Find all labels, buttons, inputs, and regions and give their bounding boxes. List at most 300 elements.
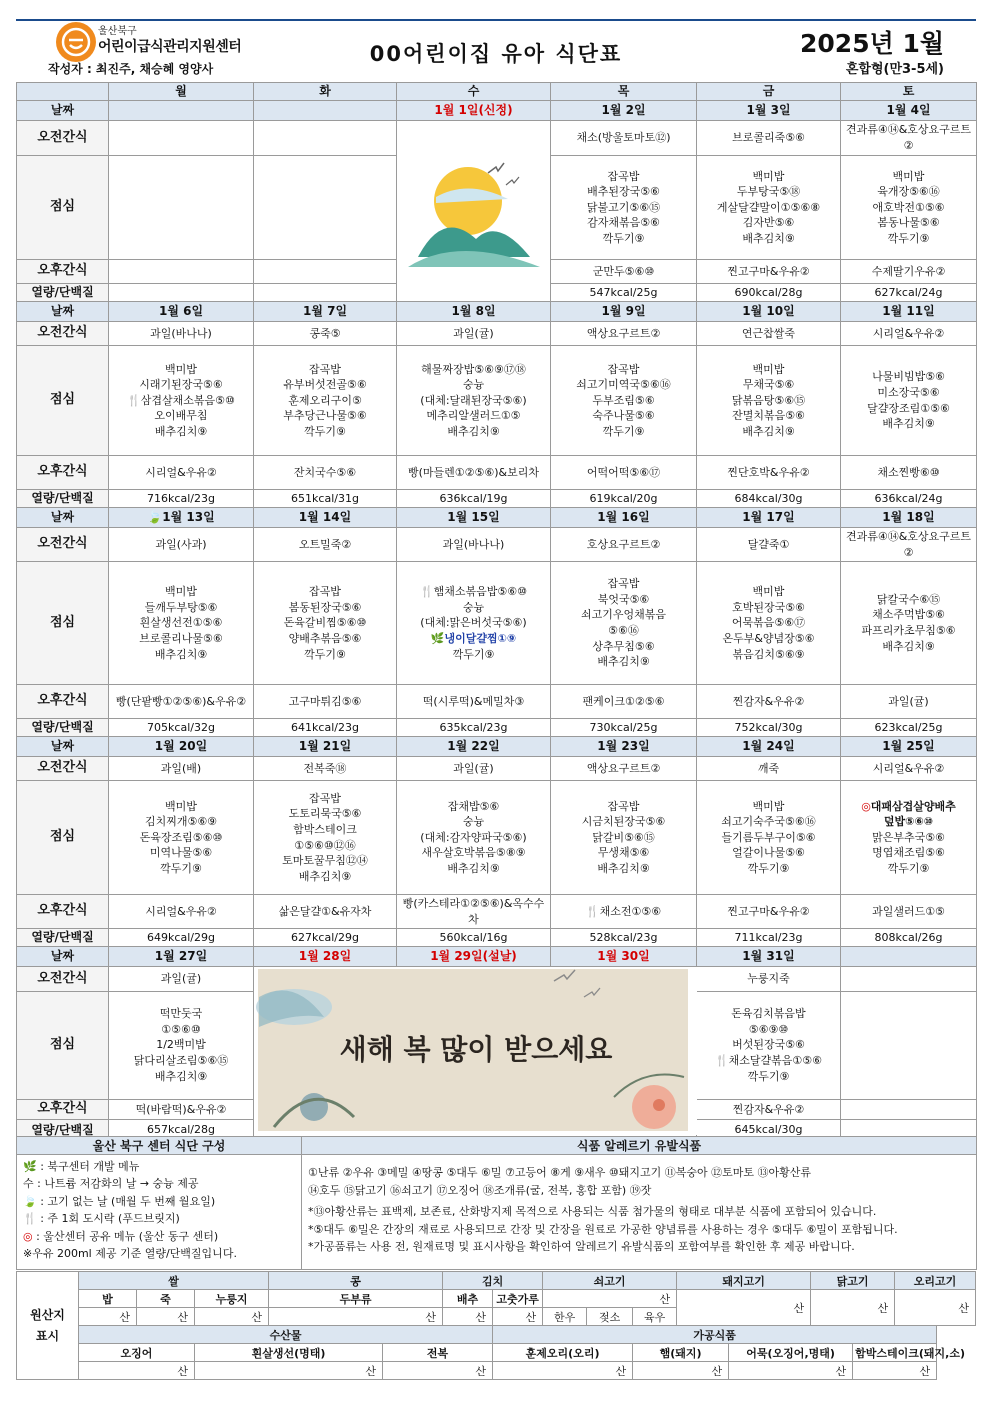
menu-cell: [551, 156, 697, 260]
origin-table: [16, 1271, 976, 1380]
menu-line: 잡곡밥: [309, 585, 341, 599]
header-rule: [16, 19, 976, 21]
row-label: 열량/단백질: [17, 929, 109, 947]
weekday-sat: 토: [841, 83, 977, 101]
north-gu-center-icon: 🌿: [23, 1160, 37, 1173]
menu-line: 백미밥: [892, 169, 925, 183]
nutrition-cell: 730kcal/25g: [551, 719, 697, 737]
row-label: 점심: [17, 562, 109, 685]
origin-value: 산: [79, 1308, 137, 1326]
menu-cell: [109, 781, 254, 895]
date-cell: 1월 9일: [551, 302, 697, 322]
menu-line: 나물비빔밥⑤⑥: [872, 370, 945, 384]
menu-text: 채소전①⑤⑥: [599, 904, 662, 918]
menu-line: 배추김치⑨: [447, 862, 500, 876]
menu-line: 새우살호박볶음⑤⑧⑨: [421, 846, 526, 860]
legend-text: : 울산센터 공유 메뉴 (울산 동구 센터): [36, 1229, 219, 1243]
menu-line: 들기름두부구이⑤⑥: [721, 830, 816, 844]
menu-line: 게살달걀말이①⑤⑥⑧: [716, 200, 821, 214]
menu-line: 들깨두부탕⑤⑥: [144, 600, 218, 614]
menu-cell: 시리얼&우유②: [109, 456, 254, 490]
menu-cell: [254, 156, 397, 260]
menu-cell: [841, 156, 977, 260]
nutrition-cell: 641kcal/23g: [254, 719, 397, 737]
lunchbox-icon: 🍴: [23, 1212, 37, 1226]
holiday-sun-illustration: [397, 121, 551, 302]
row-label: 오후간식: [17, 685, 109, 719]
origin-item: 햄(돼지): [633, 1344, 729, 1362]
origin-value: 산: [137, 1308, 195, 1326]
menu-cell: [109, 346, 254, 456]
date-cell: 1월 18일: [841, 508, 977, 528]
menu-line: 볶음김치⑤⑥⑨: [732, 647, 805, 661]
row-label: 날짜: [17, 737, 109, 757]
nutrition-cell: 752kcal/30g: [697, 719, 841, 737]
date-cell: 1월 4일: [841, 101, 977, 121]
age-group: 혼합형(만3-5세): [845, 62, 944, 77]
menu-cell: 과일(바나나): [109, 322, 254, 346]
leaf-icon: 🍃: [23, 1194, 37, 1208]
nutrition-cell: 528kcal/23g: [551, 929, 697, 947]
date-cell: 1월 21일: [254, 737, 397, 757]
legend-text: : 주 1회 도시락 (푸드브릿지): [40, 1212, 180, 1226]
date-cell: 1월 6일: [109, 302, 254, 322]
menu-cell: [697, 991, 841, 1099]
origin-category: 오리고기: [895, 1272, 976, 1290]
menu-cell: 콩죽⑤: [254, 322, 397, 346]
lunch-row: [17, 346, 977, 456]
date-cell: 1월 3일: [697, 101, 841, 121]
row-label: 점심: [17, 781, 109, 895]
menu-cell: 고구마튀김⑤⑥: [254, 685, 397, 719]
menu-line: 깍두기⑨: [887, 231, 930, 245]
menu-text: 삼겹살채소볶음⑤⑩: [140, 393, 235, 407]
menu-line: 돈육김치볶음밥: [731, 1007, 806, 1021]
nutrition-cell: 649kcal/29g: [109, 929, 254, 947]
page-header: [0, 0, 992, 82]
menu-line: 육개장⑤⑥⑯: [877, 185, 940, 199]
nutrition-cell: 651kcal/31g: [254, 490, 397, 508]
menu-line: 상추무침⑤⑥: [592, 639, 655, 653]
origin-item: 어묵(오징어,명태): [729, 1344, 853, 1362]
am-snack-row: [17, 757, 977, 781]
date-cell: 1월 17일: [697, 508, 841, 528]
menu-line: 백미밥: [165, 362, 197, 376]
weekday-fri: 금: [697, 83, 841, 101]
author: 작성자 : 최진주, 채승혜 영양사: [48, 62, 214, 76]
menu-line: 미역나물⑤⑥: [149, 846, 213, 860]
origin-item: 밥: [79, 1290, 137, 1308]
menu-line: 1/2백미밥: [156, 1038, 206, 1052]
nutrition-cell: 657kcal/28g: [109, 1120, 254, 1140]
row-label: 오전간식: [17, 757, 109, 781]
menu-line: [110, 393, 252, 409]
menu-cell: [697, 346, 841, 456]
menu-line: 배추김치⑨: [154, 424, 208, 438]
menu-cell: [109, 562, 254, 685]
menu-cell: 어떡어떡⑤⑥⑰: [551, 456, 697, 490]
origin-item: 육우: [633, 1308, 677, 1326]
menu-cell: 과일(귤): [397, 757, 551, 781]
menu-line: 도토리묵국⑤⑥: [288, 807, 362, 821]
menu-line: 양배추볶음⑤⑥: [288, 631, 362, 645]
origin-item: 죽: [137, 1290, 195, 1308]
menu-line: 함박스테이크: [293, 823, 357, 837]
menu-cell: 액상요구르트②: [551, 757, 697, 781]
menu-cell: 누룽지죽: [697, 967, 841, 992]
menu-cell: 연근찹쌀죽: [697, 322, 841, 346]
date-cell: 1월 27일: [109, 947, 254, 967]
menu-cell: 과일(바나나): [397, 528, 551, 562]
lunchbox-icon: 🍴: [714, 1054, 729, 1068]
menu-line: 돈육장조림⑤⑥⑩: [139, 830, 223, 844]
row-label: 열량/단백질: [17, 719, 109, 737]
allergy-box: [302, 1155, 977, 1270]
row-label: 오전간식: [17, 121, 109, 156]
menu-line: 맑은부추국⑤⑥: [872, 830, 945, 844]
menu-cell: 브로콜리죽⑤⑥: [697, 121, 841, 156]
legend-title: 울산 북구 센터 식단 구성: [17, 1137, 302, 1155]
menu-line: 브로콜리나물⑤⑥: [139, 631, 223, 645]
menu-line: 백미밥: [165, 799, 197, 813]
row-label: 점심: [17, 991, 109, 1099]
date-cell: 1월 10일: [697, 302, 841, 322]
nutrition-cell: 808kcal/26g: [841, 929, 977, 947]
date-cell: [841, 947, 977, 967]
date-text: 1월 13일: [162, 510, 215, 525]
menu-line: 달걀장조림①⑤⑥: [867, 401, 950, 415]
nutrition-cell: 711kcal/23g: [697, 929, 841, 947]
menu-cell: 빵(단팥빵①②⑤⑥)&우유②: [109, 685, 254, 719]
logo-name: 어린이급식관리지원센터: [98, 39, 242, 55]
menu-cell: 수제딸기우유②: [841, 260, 977, 284]
origin-item: 젖소: [587, 1308, 633, 1326]
menu-line: 봄동나물⑤⑥: [877, 216, 940, 230]
menu-cell: 시리얼&우유②: [109, 895, 254, 929]
date-cell: 1월 24일: [697, 737, 841, 757]
menu-cell: [254, 781, 397, 895]
menu-cell: [254, 121, 397, 156]
legend-item: [23, 1210, 295, 1227]
menu-line: 파프리카초무침⑤⑥: [861, 624, 956, 638]
menu-line: 미소장국⑤⑥: [877, 385, 940, 399]
menu-line: ①⑤⑥⑩⑫⑯: [294, 838, 356, 852]
menu-line: 배추김치⑨: [882, 639, 935, 653]
date-cell: 1월 20일: [109, 737, 254, 757]
origin-value: 산: [195, 1308, 269, 1326]
menu-line: 닭다리살조림⑤⑥⑮: [133, 1054, 229, 1068]
menu-line: 배추김치⑨: [882, 417, 935, 431]
menu-line: 해물짜장밥⑤⑥⑨⑰⑱: [421, 362, 526, 376]
row-label: 날짜: [17, 947, 109, 967]
origin-category: 쇠고기: [543, 1272, 677, 1290]
menu-cell: 과일(사과): [109, 528, 254, 562]
menu-line: 북엇국⑤⑥: [597, 592, 650, 606]
menu-line: 토마토꿀무침⑫⑭: [282, 854, 368, 868]
lunchbox-icon: 🍴: [419, 585, 434, 599]
row-label: 오후간식: [17, 1099, 109, 1119]
menu-line: ⑤⑥⑨⑩: [748, 1022, 789, 1036]
row-label: 열량/단백질: [17, 1120, 109, 1140]
menu-line: 흰살생선전①⑤⑥: [139, 616, 223, 630]
menu-cell: 채소찐빵⑥⑩: [841, 456, 977, 490]
date-cell-meatless: [109, 508, 254, 528]
menu-line: 떡만둣국: [159, 1007, 203, 1021]
menu-cell: 깨죽: [697, 757, 841, 781]
lunchbox-icon: 🍴: [127, 393, 141, 407]
leaf-icon: 🍃: [147, 510, 163, 525]
menu-line: 깍두기⑨: [887, 862, 930, 876]
menu-cell: [841, 121, 977, 156]
menu-line: 닭불고기⑤⑥⑮: [586, 200, 661, 214]
date-row: [17, 737, 977, 757]
row-label: 날짜: [17, 101, 109, 121]
pm-snack-row: [17, 895, 977, 929]
ulsan-share-icon: ◎: [861, 799, 871, 813]
year-month: 2025년 1월: [800, 29, 944, 58]
menu-line: 시래기된장국⑤⑥: [139, 378, 223, 392]
menu-line: 백미밥: [165, 585, 197, 599]
menu-line: 깍두기⑨: [602, 231, 645, 245]
menu-cell: 시리얼&우유②: [841, 322, 977, 346]
origin-category: 김치: [443, 1272, 543, 1290]
pm-snack-row: [17, 456, 977, 490]
menu-cell: [109, 156, 254, 260]
menu-line: 돈육갈비찜⑤⑥⑩: [283, 616, 367, 630]
legend-item: [23, 1158, 295, 1175]
legend-box: [17, 1155, 302, 1270]
menu-line: 덮밥⑤⑥⑩: [883, 815, 934, 829]
date-row: [17, 302, 977, 322]
menu-cell: 찐감자&우유②: [697, 685, 841, 719]
origin-value: 산: [633, 1362, 729, 1380]
origin-category: 수산물: [79, 1326, 493, 1344]
origin-label-line: 표시: [35, 1328, 60, 1343]
menu-line: 깍두기⑨: [304, 424, 346, 438]
menu-line: [698, 1053, 839, 1069]
origin-label-line: 원산지: [30, 1308, 65, 1323]
menu-cell: [397, 346, 551, 456]
row-label: 점심: [17, 156, 109, 260]
allergy-note: *⑤대두 ⑥밀은 간장의 재료로 사용되므로 간장 및 간장을 원료로 가공한 양념류를 사용하는 경우 ⑤대두 ⑥밀이 포함됩니다.: [308, 1222, 898, 1236]
menu-line: 잡곡밥: [607, 362, 640, 376]
origin-item: 함박스테이크(돼지,소): [853, 1344, 937, 1362]
row-label: 날짜: [17, 302, 109, 322]
menu-cell: 달걀죽①: [697, 528, 841, 562]
allergy-line: ①난류 ②우유 ③메밀 ④땅콩 ⑤대두 ⑥밀 ⑦고등어 ⑧게 ⑨새우 ⑩돼지고기 ⑪복숭아 ⑫토마토 ⑬아황산류: [308, 1166, 811, 1179]
date-cell: 1월 28일: [254, 947, 397, 967]
menu-line: 배추김치⑨: [597, 655, 650, 669]
menu-cell: 떡(바람떡)&우유②: [109, 1099, 254, 1119]
menu-cell: [397, 562, 551, 685]
date-row: [17, 101, 977, 121]
menu-line: 시금치된장국⑤⑥: [581, 815, 666, 829]
nutrition-cell: 627kcal/29g: [254, 929, 397, 947]
menu-line: 호박된장국⑤⑥: [732, 600, 805, 614]
origin-category: 닭고기: [811, 1272, 895, 1290]
nutrition-row: [17, 929, 977, 947]
origin-value: 산: [677, 1290, 811, 1326]
menu-line: 어묵볶음⑤⑥⑰: [731, 616, 806, 630]
ulsan-share-icon: ◎: [23, 1229, 33, 1243]
menu-line: 백미밥: [752, 799, 785, 813]
menu-line: 숭늉: [462, 378, 485, 392]
menu-line: 채소주먹밥⑤⑥: [872, 608, 945, 622]
menu-line: 배추김치⑨: [298, 869, 352, 883]
am-snack-row: [17, 121, 977, 156]
menu-line: 깍두기⑨: [452, 647, 495, 661]
nutrition-cell: 636kcal/19g: [397, 490, 551, 508]
menu-line: 닭칼국수⑥⑮: [876, 592, 941, 606]
date-cell: [254, 101, 397, 121]
menu-cell: [841, 967, 977, 992]
nutrition-cell: 690kcal/28g: [697, 284, 841, 302]
nutrition-cell: 619kcal/20g: [551, 490, 697, 508]
menu-line: 애호박전①⑤⑥: [872, 200, 945, 214]
date-cell: 1월 16일: [551, 508, 697, 528]
menu-cell: [109, 991, 254, 1099]
menu-line: ①⑤⑥⑩: [161, 1022, 201, 1036]
date-cell: 1월 1일(신정): [397, 101, 551, 121]
menu-line: 배추김치⑨: [742, 424, 795, 438]
menu-line: [398, 584, 549, 600]
date-cell: 1월 23일: [551, 737, 697, 757]
menu-cell: [397, 781, 551, 895]
menu-line: [842, 799, 975, 815]
date-cell: 1월 11일: [841, 302, 977, 322]
nutrition-cell: 547kcal/25g: [551, 284, 697, 302]
row-label: 오전간식: [17, 967, 109, 992]
menu-cell: [841, 781, 977, 895]
date-cell: 1월 15일: [397, 508, 551, 528]
page-title: 00어린이집 유아 식단표: [369, 42, 623, 66]
menu-line: 배추김치⑨: [447, 424, 500, 438]
menu-line: 버섯된장국⑤⑥: [732, 1038, 805, 1052]
origin-value: 산: [895, 1290, 976, 1326]
menu-line: 깍두기⑨: [747, 862, 790, 876]
menu-line: 메추리알샐러드①⑤: [426, 409, 521, 423]
origin-value: 산: [493, 1362, 633, 1380]
menu-line: 백미밥: [752, 362, 785, 376]
origin-value: 산: [493, 1308, 543, 1326]
menu-line: 두부조림⑤⑥: [592, 393, 655, 407]
nutrition-cell: [254, 284, 397, 302]
weekday-thu: 목: [551, 83, 697, 101]
date-cell: 1월 30일: [551, 947, 697, 967]
nutrition-cell: 627kcal/24g: [841, 284, 977, 302]
nutrition-cell: 705kcal/32g: [109, 719, 254, 737]
menu-cell: 과일(귤): [109, 967, 254, 992]
menu-line: 배추김치⑨: [742, 231, 795, 245]
origin-value: 산: [729, 1362, 853, 1380]
allergy-line: ⑭호두 ⑮닭고기 ⑯쇠고기 ⑰오징어 ⑱조개류(굴, 전복, 홍합 포함) ⑲잣: [308, 1183, 652, 1197]
menu-line: 오이배무침: [154, 409, 208, 423]
origin-item: 흰살생선(명태): [195, 1344, 383, 1362]
banner-text: 새해 복 많이 받으세요: [339, 1033, 613, 1067]
row-label: 열량/단백질: [17, 490, 109, 508]
menu-cell: 빵(마들렌①②⑤⑥)&보리차: [397, 456, 551, 490]
nutrition-cell: 635kcal/23g: [397, 719, 551, 737]
menu-line: 명엽채조림⑤⑥: [872, 846, 945, 860]
menu-cell: 찐고구마&우유②: [697, 895, 841, 929]
origin-value: 산: [383, 1362, 493, 1380]
menu-text: 냉이달걀찜①⑨: [444, 631, 517, 645]
menu-line: (대체:맑은버섯국⑤⑥): [420, 616, 527, 630]
lunchbox-icon: 🍴: [585, 904, 600, 918]
row-label: 오전간식: [17, 528, 109, 562]
menu-cell: [697, 562, 841, 685]
date-cell: 1월 14일: [254, 508, 397, 528]
menu-cell: 잔치국수⑤⑥: [254, 456, 397, 490]
menu-cell: [551, 781, 697, 895]
origin-item: 배추: [443, 1290, 493, 1308]
pm-snack-row: [17, 685, 977, 719]
origin-item: 누룽지: [195, 1290, 269, 1308]
menu-cell: [697, 781, 841, 895]
menu-line: 깍두기⑨: [160, 862, 202, 876]
menu-line: 잡채밥⑤⑥: [447, 799, 500, 813]
menu-line: 깍두기⑨: [304, 647, 346, 661]
menu-cell: [254, 260, 397, 284]
menu-cell: 채소(방울토마토⑫): [551, 121, 697, 156]
menu-cell: 오트밀죽②: [254, 528, 397, 562]
date-cell: 1월 31일: [697, 947, 841, 967]
menu-line: 백미밥: [752, 585, 785, 599]
origin-item: 오징어: [79, 1344, 195, 1362]
date-cell: 1월 29일(설날): [397, 947, 551, 967]
nutrition-cell: [109, 284, 254, 302]
menu-line: 온두부&양념장⑤⑥: [722, 631, 815, 645]
origin-category: 가공식품: [493, 1326, 937, 1344]
legend-item: [23, 1193, 295, 1210]
date-cell: [109, 101, 254, 121]
menu-table: [16, 82, 977, 1141]
legend-item: [23, 1228, 295, 1245]
allergy-title: 식품 알레르기 유발식품: [302, 1137, 977, 1155]
menu-cell: [841, 346, 977, 456]
menu-line: 백미밥: [752, 169, 785, 183]
weekday-row: [17, 83, 977, 101]
menu-cell: 시리얼&우유②: [841, 757, 977, 781]
lunch-row: [17, 562, 977, 685]
row-label: 오전간식: [17, 322, 109, 346]
menu-line: 쇠고기우엉채볶음: [580, 608, 666, 622]
origin-category: 콩: [269, 1272, 443, 1290]
nutrition-cell: 716kcal/23g: [109, 490, 254, 508]
menu-line: 닭볶음탕⑤⑥⑮: [731, 393, 806, 407]
row-label: 날짜: [17, 508, 109, 528]
menu-line: 부추당근나물⑤⑥: [283, 409, 367, 423]
menu-line: 잔멸치볶음⑤⑥: [732, 409, 805, 423]
origin-value: 산: [543, 1290, 677, 1308]
menu-line: 깍두기⑨: [747, 1069, 790, 1083]
menu-cell: [841, 562, 977, 685]
origin-item: 훈제오리(오리): [493, 1344, 633, 1362]
menu-line: 쇠고기숙주국⑤⑥⑯: [721, 815, 816, 829]
menu-text: 채소달걀볶음①⑤⑥: [728, 1054, 823, 1068]
menu-line: 훈제오리구이⑤: [288, 393, 362, 407]
menu-line: 잡곡밥: [607, 169, 640, 183]
row-label: 점심: [17, 346, 109, 456]
menu-cell: [551, 346, 697, 456]
menu-cell: 과일(귤): [841, 685, 977, 719]
menu-line: ⑤⑥⑯: [608, 624, 639, 638]
date-cell: 1월 8일: [397, 302, 551, 322]
menu-cell: 빵(카스테라①②⑤⑥)&옥수수차: [397, 895, 551, 929]
menu-line: 숙주나물⑤⑥: [592, 409, 655, 423]
logo-subtitle: 울산북구: [98, 26, 137, 37]
menu-line: (대체:달래된장국⑤⑥): [420, 393, 527, 407]
